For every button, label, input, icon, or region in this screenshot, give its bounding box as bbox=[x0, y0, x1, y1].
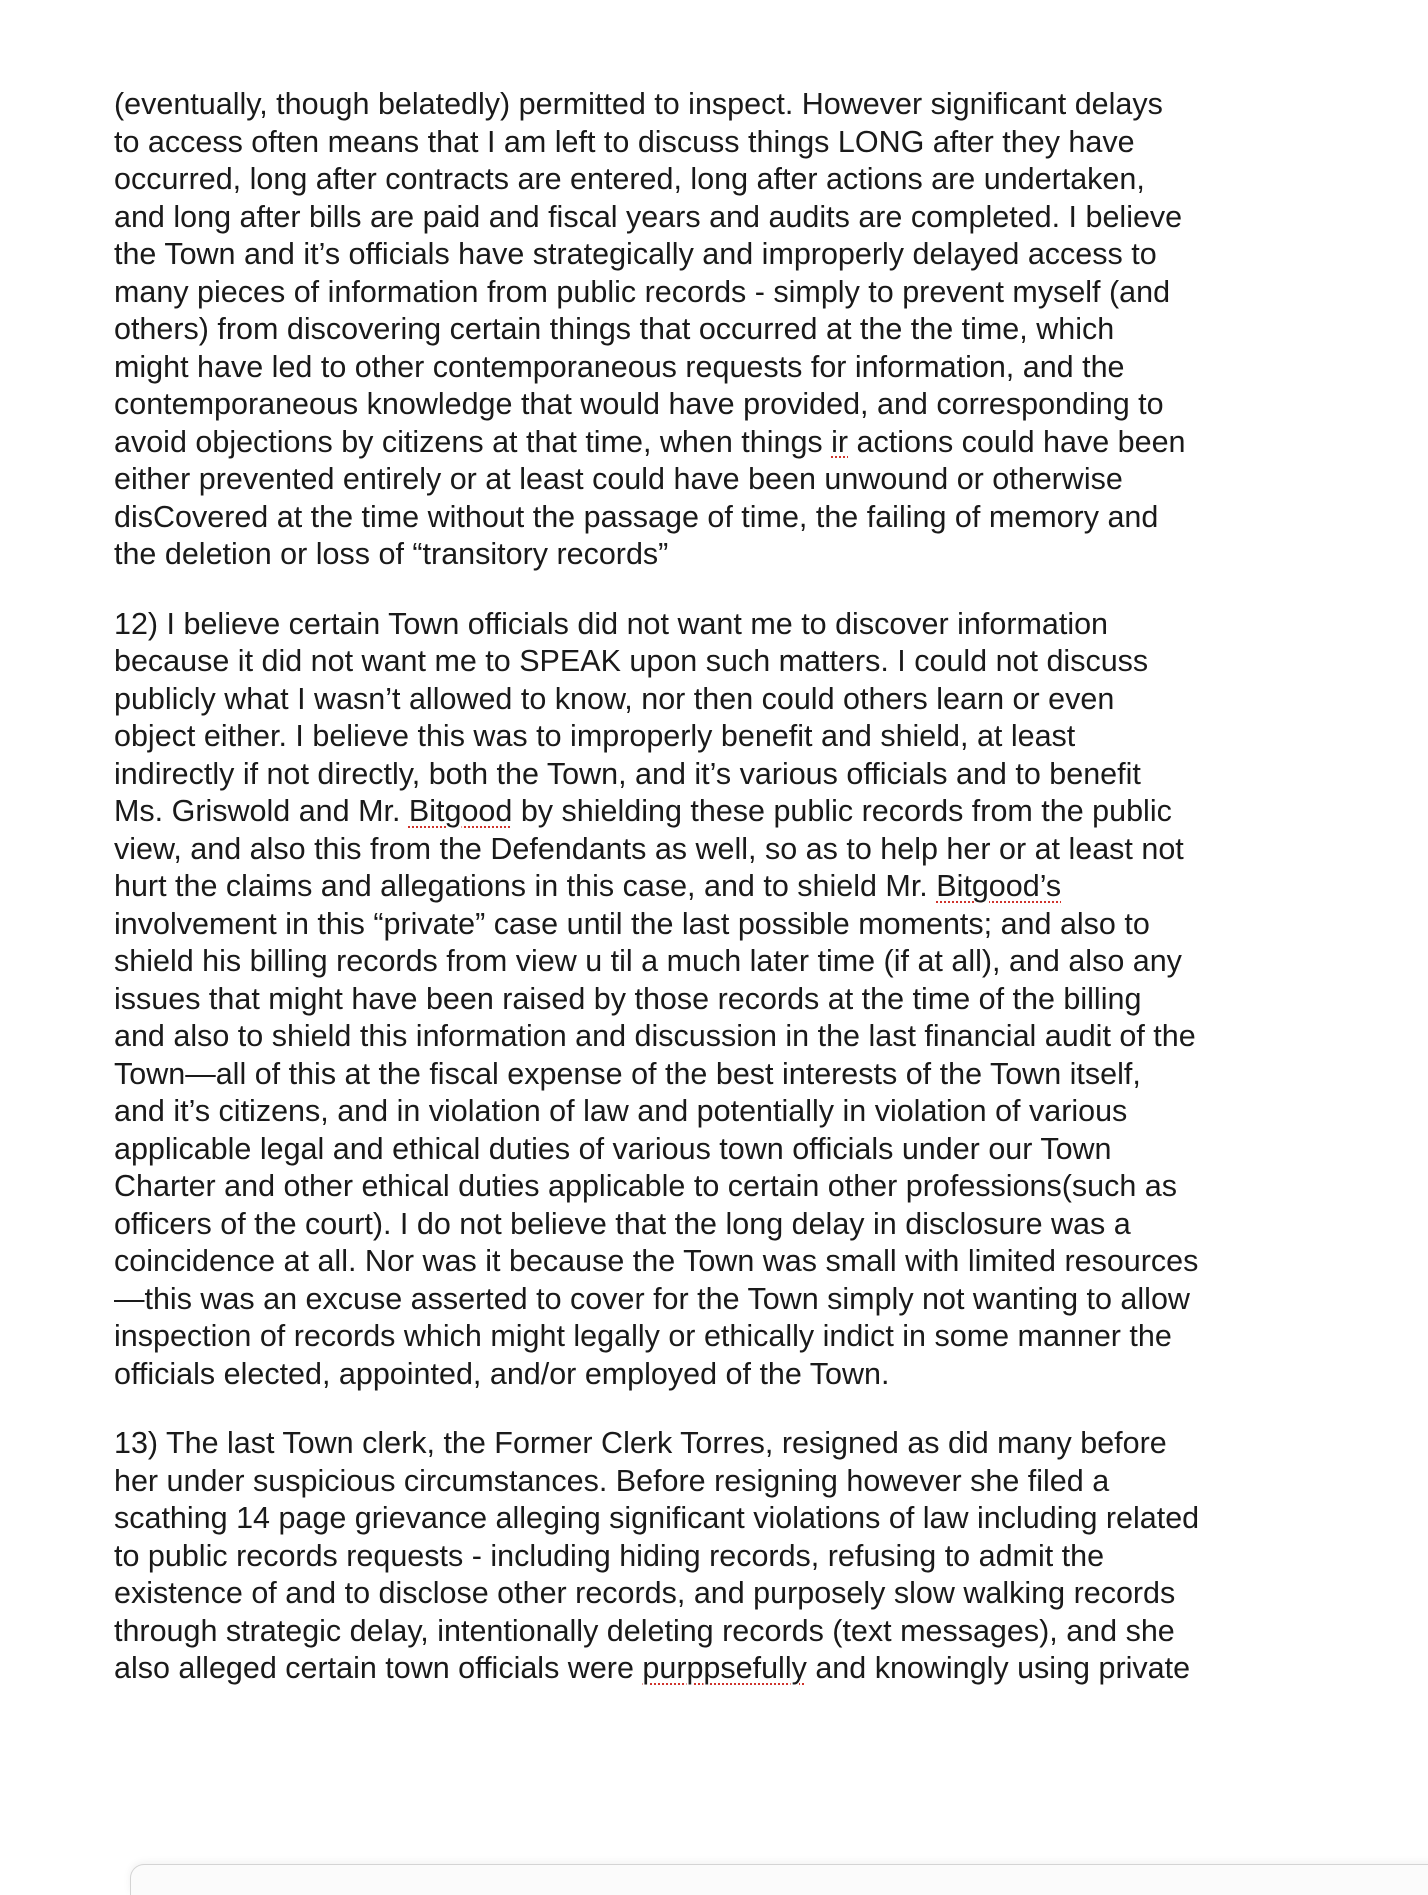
text-segment: contemporaneous knowledge that would have provided, and corresponding to bbox=[114, 387, 1164, 421]
text-segment: her under suspicious circumstances. Before resigning however she filed a bbox=[114, 1463, 1110, 1498]
text-line bbox=[114, 274, 1314, 312]
text-line bbox=[114, 124, 1314, 162]
text-line bbox=[114, 236, 1314, 274]
paragraph-gap bbox=[114, 574, 1314, 606]
text-segment: also alleged certain town officials were bbox=[114, 1651, 643, 1685]
misspelled-word[interactable]: purppsefully bbox=[642, 1651, 807, 1685]
text-segment: shield his billing records from view u til a much later time (if at all), and also any bbox=[114, 944, 1182, 978]
misspelled-word[interactable]: Bitgood’s bbox=[936, 869, 1062, 903]
text-segment: to access often means that I am left to discuss things LONG after they have bbox=[114, 124, 1135, 159]
text-line bbox=[114, 536, 1314, 574]
text-segment: because it did not want me to SPEAK upon such matters. I could not discuss bbox=[114, 644, 1149, 678]
text-line bbox=[114, 1093, 1314, 1131]
text-segment: object either. I believe this was to improperly benefit and shield, at least bbox=[114, 719, 1076, 753]
misspelled-word[interactable]: ir bbox=[831, 424, 849, 459]
text-segment: actions could have been bbox=[848, 424, 1186, 459]
text-line bbox=[114, 1463, 1314, 1501]
text-segment: coincidence at all. Nor was it because the Town was small with limited resources bbox=[114, 1244, 1199, 1278]
text-segment: through strategic delay, intentionally deleting records (text messages), and she bbox=[114, 1613, 1175, 1648]
text-line bbox=[114, 1206, 1314, 1244]
text-line bbox=[114, 1538, 1314, 1576]
text-line bbox=[114, 461, 1314, 499]
text-line bbox=[114, 981, 1314, 1019]
text-segment: officers of the court). I do not believe that the long delay in disclosure was a bbox=[114, 1206, 1131, 1241]
paragraph bbox=[114, 86, 1314, 574]
text-line bbox=[114, 1425, 1314, 1463]
text-line bbox=[114, 943, 1314, 981]
text-line bbox=[114, 756, 1314, 794]
text-line bbox=[114, 793, 1314, 831]
text-line bbox=[114, 1356, 1314, 1394]
text-line bbox=[114, 499, 1314, 537]
text-segment: many pieces of information from public records - simply to prevent myself (and bbox=[114, 274, 1171, 309]
text-segment: 12) I believe certain Town officials did not want me to discover information bbox=[114, 606, 1109, 641]
text-line bbox=[114, 643, 1314, 681]
text-line bbox=[114, 1018, 1314, 1056]
text-segment: involvement in this “private” case until the last possible moments; and also to bbox=[114, 906, 1150, 941]
text-segment: inspection of records which might legally or ethically indict in some manner the bbox=[114, 1319, 1172, 1353]
text-segment: and it’s citizens, and in violation of law and potentially in violation of various bbox=[114, 1094, 1128, 1128]
text-segment: and long after bills are paid and fiscal years and audits are completed. I believe bbox=[114, 199, 1183, 234]
text-line bbox=[114, 1575, 1314, 1613]
text-segment: and knowingly using private bbox=[806, 1651, 1191, 1685]
text-line bbox=[114, 1318, 1314, 1356]
text-line bbox=[114, 349, 1314, 387]
text-line bbox=[114, 1243, 1314, 1281]
text-segment: —this was an excuse asserted to cover for the Town simply not wanting to allow bbox=[114, 1281, 1190, 1316]
text-segment: to public records requests - including hiding records, refusing to admit the bbox=[114, 1538, 1105, 1573]
text-segment: might have led to other contemporaneous requests for information, and the bbox=[114, 349, 1125, 384]
text-line bbox=[114, 1650, 1314, 1688]
text-segment: indirectly if not directly, both the Town, and it’s various officials and to benefit bbox=[114, 756, 1141, 791]
text-line bbox=[114, 161, 1314, 199]
text-line bbox=[114, 868, 1314, 906]
text-segment: by shielding these public records from the public bbox=[512, 794, 1172, 828]
text-line bbox=[114, 1281, 1314, 1319]
text-segment: view, and also this from the Defendants as well, so as to help her or at least not bbox=[114, 831, 1184, 866]
text-segment: the Town and it’s officials have strategically and improperly delayed access to bbox=[114, 237, 1157, 271]
text-line bbox=[114, 199, 1314, 237]
text-segment: others) from discovering certain things that occurred at the the time, which bbox=[114, 312, 1115, 346]
text-segment: issues that might have been raised by those records at the time of the billing bbox=[114, 981, 1142, 1016]
text-segment: Charter and other ethical duties applicable to certain other professions(such as bbox=[114, 1169, 1178, 1203]
text-line bbox=[114, 424, 1314, 462]
text-segment: applicable legal and ethical duties of various town officials under our Town bbox=[114, 1131, 1112, 1166]
text-line bbox=[114, 718, 1314, 756]
text-line bbox=[114, 906, 1314, 944]
text-line bbox=[114, 311, 1314, 349]
text-segment: Town—all of this at the fiscal expense of the best interests of the Town itself, bbox=[114, 1056, 1141, 1091]
text-segment: avoid objections by citizens at that time, when things bbox=[114, 424, 832, 459]
text-segment: (eventually, though belatedly) permitted to inspect. However significant delays bbox=[114, 87, 1163, 121]
text-segment: hurt the claims and allegations in this case, and to shield Mr. bbox=[114, 869, 937, 903]
bottom-panel-edge bbox=[130, 1864, 1428, 1895]
text-segment: Ms. Griswold and Mr. bbox=[114, 794, 409, 828]
text-line bbox=[114, 1168, 1314, 1206]
text-line bbox=[114, 1131, 1314, 1169]
text-segment: occurred, long after contracts are entered, long after actions are undertaken, bbox=[114, 162, 1145, 196]
text-line bbox=[114, 1056, 1314, 1094]
text-line bbox=[114, 386, 1314, 424]
paragraph bbox=[114, 606, 1314, 1394]
text-line bbox=[114, 606, 1314, 644]
document-body[interactable] bbox=[114, 86, 1314, 1688]
paragraph-gap bbox=[114, 1393, 1314, 1425]
text-line bbox=[114, 1613, 1314, 1651]
text-segment: existence of and to disclose other records, and purposely slow walking records bbox=[114, 1576, 1176, 1610]
text-segment: disCovered at the time without the passage of time, the failing of memory and bbox=[114, 499, 1159, 534]
text-line bbox=[114, 1500, 1314, 1538]
text-segment: either prevented entirely or at least could have been unwound or otherwise bbox=[114, 462, 1123, 496]
text-segment: publicly what I wasn’t allowed to know, nor then could others learn or even bbox=[114, 681, 1115, 716]
misspelled-word[interactable]: Bitgood bbox=[408, 794, 513, 828]
text-line bbox=[114, 86, 1314, 124]
text-line bbox=[114, 831, 1314, 869]
text-segment: 13) The last Town clerk, the Former Clerk Torres, resigned as did many before bbox=[114, 1426, 1167, 1460]
text-line bbox=[114, 681, 1314, 719]
text-segment: the deletion or loss of “transitory records” bbox=[114, 537, 669, 571]
text-segment: and also to shield this information and discussion in the last financial audit of the bbox=[114, 1019, 1196, 1053]
paragraph bbox=[114, 1425, 1314, 1688]
text-segment: scathing 14 page grievance alleging significant violations of law including related bbox=[114, 1501, 1200, 1535]
text-segment: officials elected, appointed, and/or employed of the Town. bbox=[114, 1356, 890, 1391]
